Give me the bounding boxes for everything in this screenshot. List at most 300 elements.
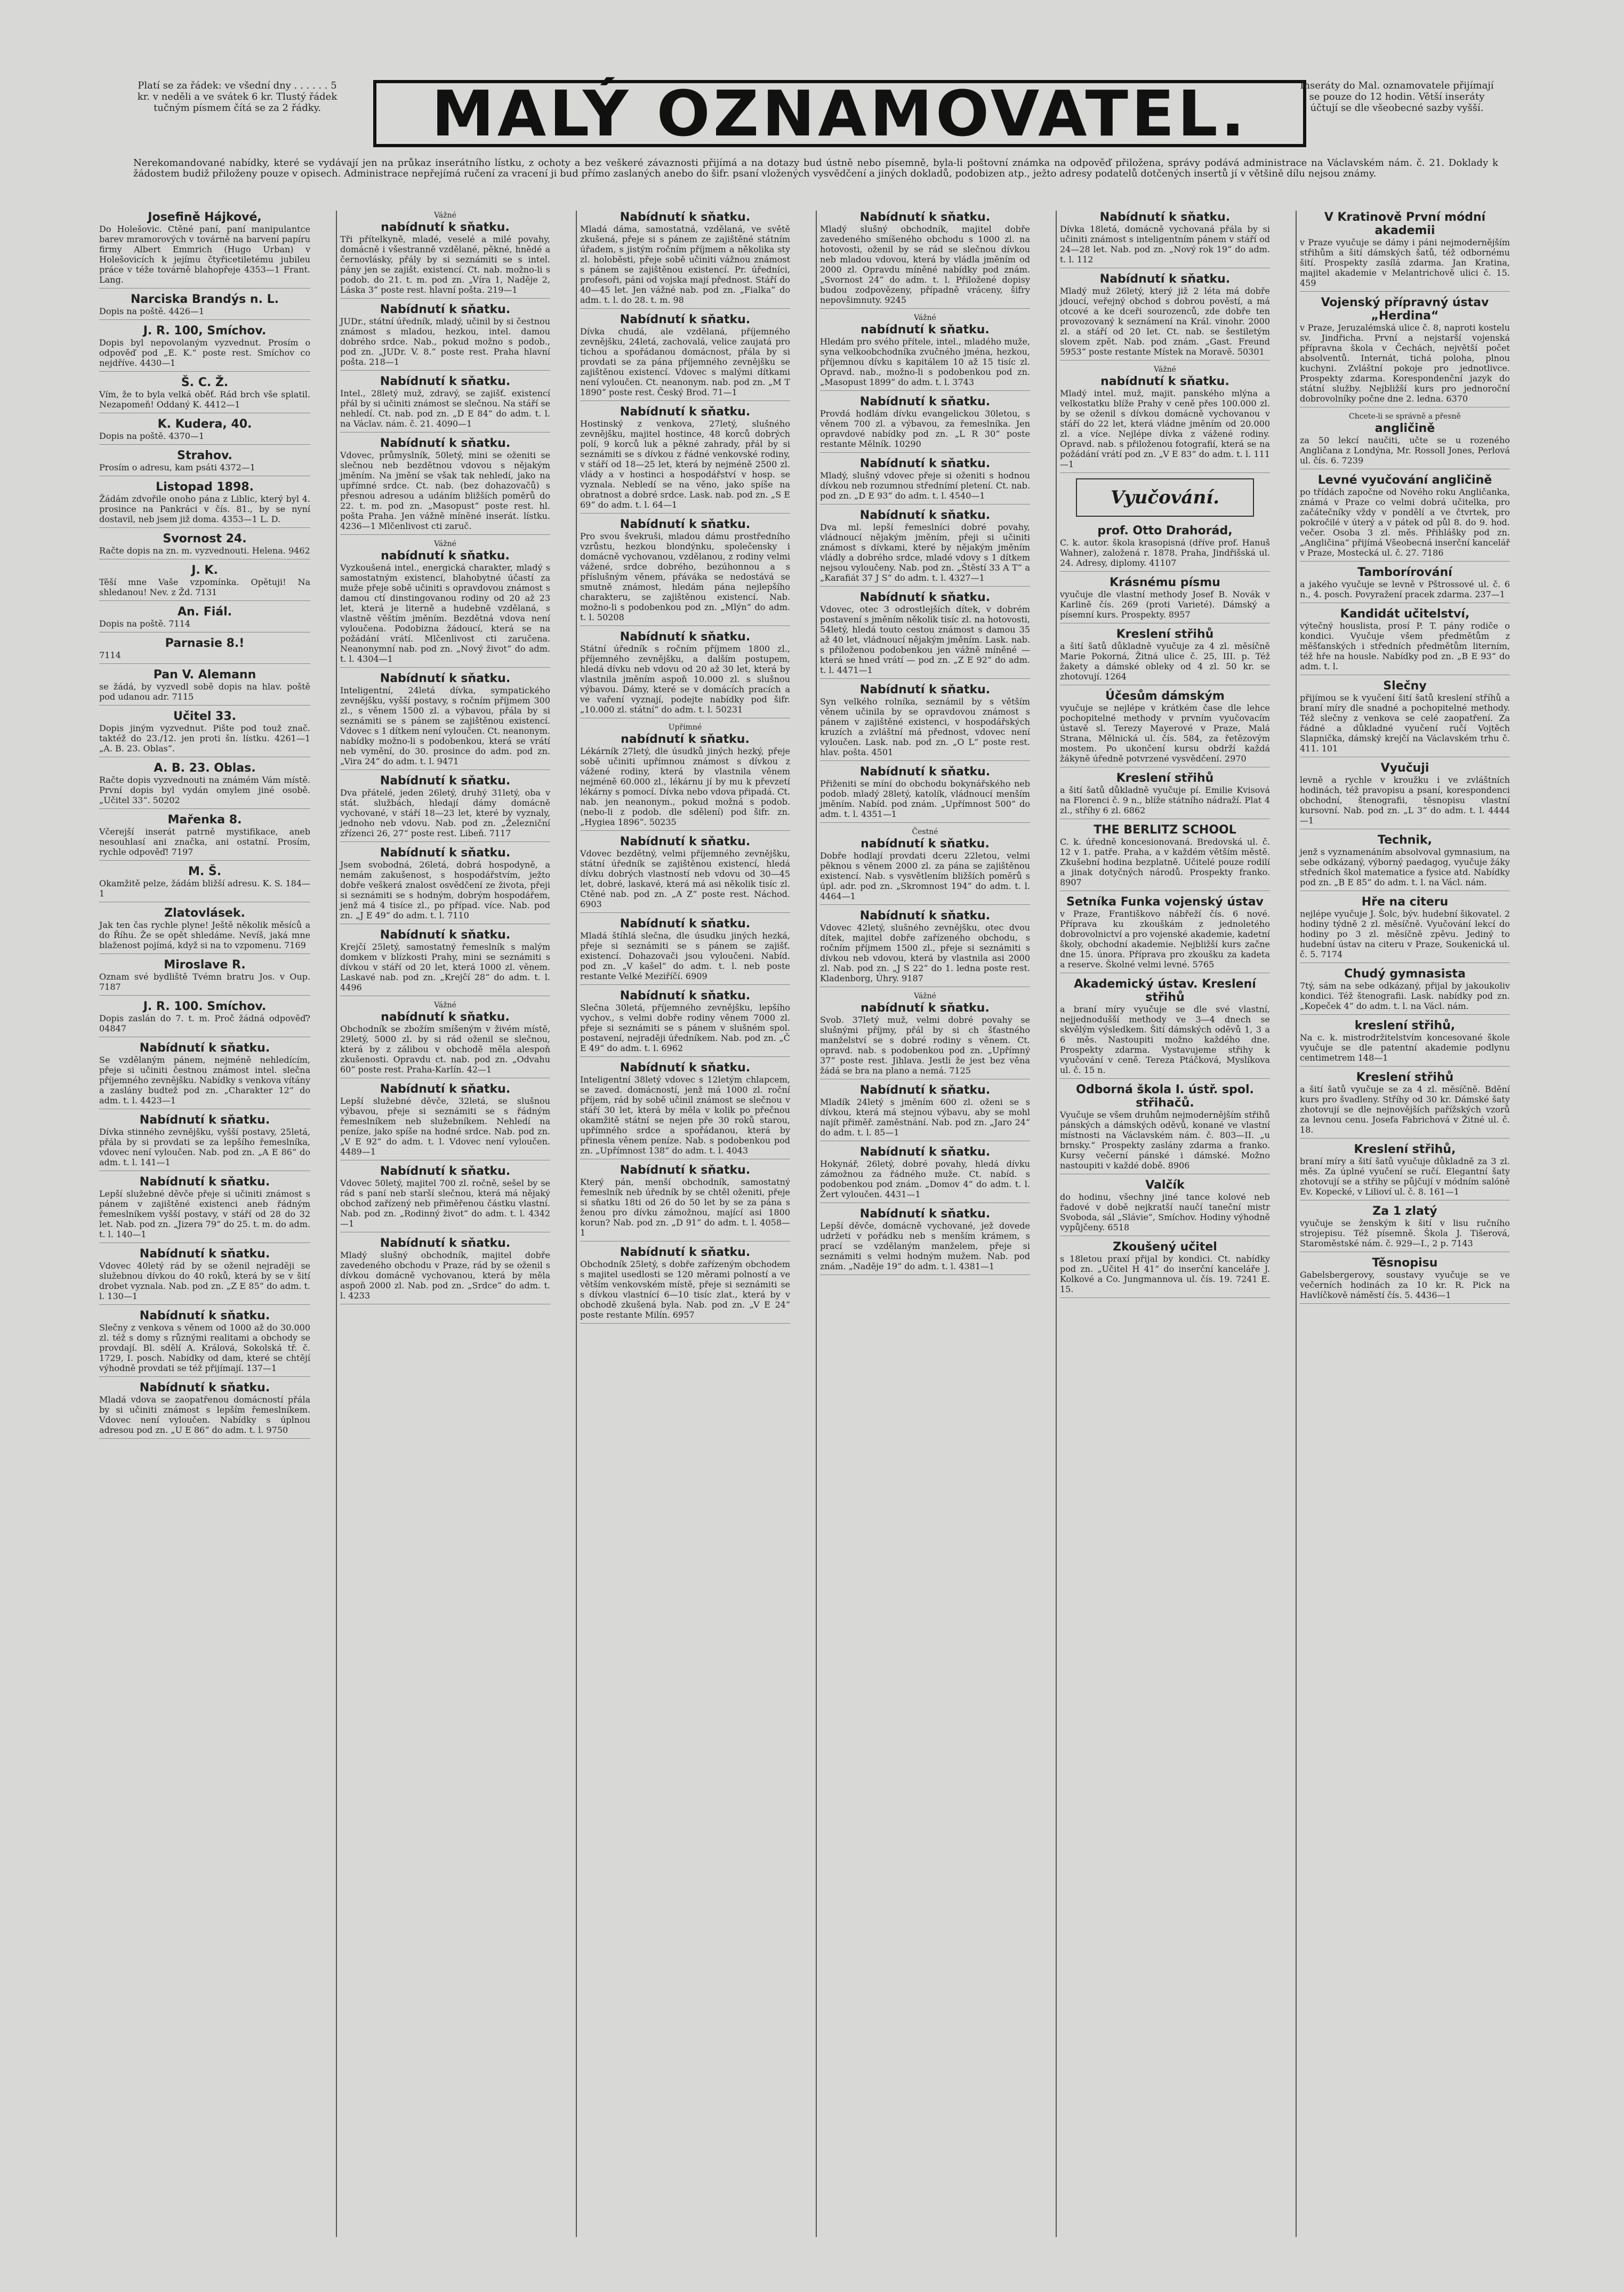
classified-ad (99, 449, 310, 476)
classified-ad (1300, 895, 1510, 963)
ad-body: do hodinu, všechny jiné tance kolové neb řadové v době nejkratší naučí taneční mistr Svoboda, sál „Slávie“, Smíchov. Hodiny výhodně vypůjčeny. 6518 (1060, 1192, 1270, 1232)
pricing-box: Platí se za řádek: ve všední dny . . . . . . 5 kr. v neděli a ve svátek 6 kr. Tlustý řádek tučným písmem čítá se za 2 řádky. (137, 80, 337, 114)
ad-body: Gabelsbergerovy, soustavy vyučuje se ve večerních hodinách za 10 kr. R. Pick na Havlíčkově náměstí čís. 5. 4436—1 (1300, 1270, 1510, 1300)
classified-ad (1300, 412, 1510, 469)
ad-body: a jakého vyučuje se levně v Pštrossové ul. č. 6 n., 4. posch. Povyražení pracek zdarma. 237—1 (1300, 579, 1510, 599)
ad-body: Jak ten čas rychle plyne! Ještě několik měsíců a do Říhu. Že se opět shledáme. Nevíš, jaká mne blaženost pojímá, když si na to vzpomenu. 7169 (99, 920, 310, 950)
classified-ad (820, 313, 1030, 391)
classified-ad (99, 813, 310, 861)
classified-ad (99, 293, 310, 320)
administration-notice: Nerekomandované nabídky, které se vydávají jen na průkaz inserátního lístku, z ochoty a bez veškeré závaznosti přijímá a na dotazy bud ústně nebo písemně, byla-li poštovní známka na odpověď přiložena, správy podává administrace na Václavském nám. č. 21. Doklady k žádostem budiž přiloženy pouze v opisech. Administrace nepřejímá ručení za vracení ji bud přímo zaslaných anebo do šifr. psaní vložených vysvědčení a jiných dokladů, podobizen atp., ježto adresy podatelů dotčených insertů jí v většině dílu nejsou známy. (133, 158, 1498, 179)
ad-body: a braní míry vyučuje se dle své vlastní, nejjednodušší methody ve 3—4 dnech se skvělým výsledkem. Šití dámských oděvů 1, 3 a 6 měs. Nastoupiti možno každého dne. Prospekty zdarma. Vystavujeme střihy k vyučování v ceně. Tereza Ptáčková, Myslíkova ul. č. 15 n. (1060, 1004, 1270, 1075)
ad-body: Hokynář, 26letý, dobré povahy, hledá dívku zámožnou za řádného muže. Ct. nabíd. s podobenkou pod znám. „Domov 4“ do adm. t. l. Žert vyloučen. 4431—1 (820, 1159, 1030, 1199)
classified-ad (99, 637, 310, 664)
ad-body: Dopis zaslán do 7. t. m. Proč žádná odpověď? 04847 (99, 1013, 310, 1033)
ad-heading: Nabídnutí k sňatku. (859, 1145, 991, 1159)
classified-ad (820, 991, 1030, 1079)
ad-body: C. k. úředně koncesionovaná. Bredovská ul. č. 12 v 1. patře. Praha, a v každém větším městě. Zkušební hodina bezplatně. Učitelé pouze rodilí a jinak dotyčných národů. Prospekty franko. 8907 (1060, 837, 1270, 887)
column-4 (816, 211, 1033, 2237)
ad-kicker: Vážné (434, 211, 456, 220)
ad-body: Dopis na poště. 7114 (99, 619, 190, 629)
ad-body: Těší mne Vaše vzpomínka. Opětuji! Na shledanou! Nev. z Žd. 7131 (99, 577, 310, 597)
section-title: Vyučování. (1076, 478, 1254, 517)
column-2 (336, 211, 553, 2237)
ad-heading: Účesům dámským (1105, 690, 1225, 703)
ad-body: levně a rychle v kroužku i ve zvláštních hodinách, též pravopisu a psaní, korespondenci obchodní, štenografii, těsnopisu vlastní kursovní. Nab. pod zn. „L 3“ do adm. t. l. 4444—1 (1300, 775, 1510, 826)
ad-body: Dopis jiným vyzvednut. Pište pod touž znač. taktéž do 23./12. jen proti šn. lístku. 4261—1 „A. B. 23. Oblas“. (99, 723, 310, 754)
masthead (133, 77, 1498, 154)
page-title: MALÝ OZNAMOVATEL. (373, 80, 1306, 147)
ad-heading: Levné vyučování angličině (1317, 474, 1492, 487)
ad-heading: Nabídnutí k sňatku. (380, 672, 511, 685)
ad-heading: Krásnému písmu (1110, 576, 1220, 589)
ad-body: Vdovec bezdětný, velmi příjemného zevnějšku, státní úředník se zajištěnou existencí, hledá dívku dobrých vlastností neb vdovu od 30—45 let, dobré, laskavé, která má asi několik tisíc zl. Ctěné nab. pod zn. „A Z“ poste rest. Náchod. 6903 (580, 848, 790, 909)
ad-body: 7tý, sám na sebe odkázaný, přijal by jakoukoliv kondici. Též štenografii. Lask. nabídky pod zn. „Kopeček 4“ do adm. t. l. na Václ. nám. (1300, 981, 1510, 1011)
classified-ad (1300, 607, 1510, 675)
classified-ad (1300, 296, 1510, 407)
ad-body: nejlépe vyučuje J. Šolc, býv. hudební šikovatel. 2 hodiny týdně 2 zl. měsíčně. Vyučování lekcí do hodiny po 3 zl. měsíčně zpěvu. Jediný to hudební ústav na citeru v Praze, Soukenická ul. č. 5. 7174 (1300, 909, 1510, 959)
ad-heading: nabídnutí k sňatku. (381, 549, 510, 563)
ad-heading: Josefině Hájkové, (148, 211, 262, 224)
classified-ad (340, 846, 550, 924)
classified-ad (1060, 977, 1270, 1079)
ad-body: Inteligentní, 24letá dívka, sympatického zevnějšku, vyšší postavy, s ročním příjmem 300 zl., s věnem 1500 zl. a výbavou, přála by si seznámiti se s pánem se zajištěnou existencí. Vdovec s 1 dítkem není vyloučen. Ct. neanonym. nabídky možno-li s podobenkou, která se vrátí neb vymění, do 30. prosince do adm. pod zn. „Vira 24“ do adm. t. l. 9471 (340, 685, 550, 766)
ad-body: s 18letou praxí přijal by kondici. Ct. nabídky pod zn. „Učitel H 41“ do inserční kanceláře J. Kolkové a Co. Jungmannova ul. čís. 19. 7241 E. 15. (1060, 1254, 1270, 1294)
ad-body: Dopis byl nepovolaným vyzvednut. Prosím o odpověď pod „E. K.“ poste rest. Smíchov co nejdříve. 4430—1 (99, 338, 310, 368)
ad-heading: Narciska Brandýs n. L. (131, 293, 279, 306)
ad-body: Vdovec, průmyslník, 50letý, mini se oženiti se slečnou neb bezdětnou vdovou s nějakým jměním. Na jmění se však tak nehledí, jako na upřímné srdce. Ct. nab. (bez dohazovačů) s přesnou adresou a udáním bližších poměrů do 22. t. m. pod zn. „Masopust“ poste rest. hl. pošta Praha. Jen vážně míněné inserát. lístku. 4236—1 Mlčenlivost cti zaruč. (340, 450, 550, 531)
classified-ad (1300, 762, 1510, 829)
ad-heading: Nabídnutí k sňatku. (620, 1246, 751, 1259)
ad-body: Dívka chudá, ale vzdělaná, příjemného zevnějšku, 24letá, zachovalá, velice zaujatá pro tichou a spořádanou domácnost, přála by si provdati se za pána příjemného zevnějšku se zajištěnou existencí. Vdovec s malými dítkami není vyloučen. Ct. neanonym. nab. pod zn. „M T 1890“ poste rest. Český Brod. 71—1 (580, 326, 790, 397)
ad-kicker: Čestné (912, 828, 938, 836)
classified-ad (580, 1061, 790, 1159)
ad-body: Dívka 18letá, domácně vychovaná přála by si učiniti známost s inteligentním pánem v stáří od 24—28 let. Nab. pod zn. „Nový rok 19“ do adm. t. l. 112 (1060, 224, 1270, 265)
ad-body: Mladík 24letý s jměním 600 zl. oženi se s dívkou, která má stejnou výbavu, aby se mohl najít přiměř. zaměstnání. Nab. pod zn. „Jaro 24“ do adm. t. l. 85—1 (820, 1097, 1030, 1137)
ad-kicker: Vážné (1154, 365, 1176, 374)
ad-heading: Učitel 33. (173, 710, 237, 723)
ad-heading: Zlatovlásek. (164, 907, 245, 920)
deadline-box: Inseráty do Mal. oznamovatele přijímají se pouze do 12 hodin. Větší inseráty účtují se dle všeobecné sazby vyšší. (1300, 80, 1494, 114)
classified-ad (1300, 1205, 1510, 1252)
ad-heading: Kandidát učitelství, (1340, 607, 1470, 621)
classified-ad (820, 909, 1030, 987)
ad-heading: Kreslení střihů (1356, 1071, 1454, 1084)
ad-heading: Nabídnutí k sňatku. (859, 683, 991, 696)
ad-body: Včerejší inserát patrně mystifikace, aneb nesouhlasí ani značka, ani ostatní. Prosím, rychle odpověď! 7197 (99, 827, 310, 857)
ad-heading: Nabídnutí k sňatku. (1099, 211, 1231, 224)
ad-body: Na c. k. mistrodržitelstvím koncesované škole vyučuje se dle patentní akademie podlynu centimetrem 148—1 (1300, 1032, 1510, 1063)
ad-body: po třídách započne od Nového roku Angličanka, známá v Praze co velmi dobrá učitelka, pro začátečníky vždy v pondělí a ve čtvrtek, pro pokročilé v úterý a v pátek od půl 8. do 9. hod. večer. Osoba 3 zl. měs. Přihlášky pod zn. „Angličina“ přijímá Všeobecná inserční kancelář v Praze, Mostecká ul. č. 27. 7186 (1300, 487, 1510, 558)
ad-heading: Kreslení střihů (1116, 628, 1214, 641)
ad-heading: Akademický ústav. Kreslení střihů (1074, 977, 1256, 1004)
ad-heading: Parnasie 8.! (165, 637, 245, 650)
ad-body: vyučuje se ženským k šití v lisu ručního strojepisu. Též písemně. Škola J. Tišerová, Staroměstské nám. č. 929—I., 2 p. 7143 (1300, 1218, 1510, 1248)
ad-body: Lepší děvče, domácně vychované, jež dovede udržeti v pořádku neb s menším krámem, s prací se vzdělaným manželem, přeje si seznámiti s velmi hodným mužem. Nab. pod znám. „Naděje 19“ do adm. t. l. 4381—1 (820, 1221, 1030, 1271)
classified-ad (580, 917, 790, 985)
ad-body: v Praze, Františkovo nábřeží čís. 6 nové. Příprava ku zkouškám z jednoletého dobrovolnictví a pro vojenské akademie, kadetní školy, obchodní akademie. Nejbližší kurs začne dne 15. února. Příprava pro zkoušku za kadeta a reserve. Školné velmi levné. 5765 (1060, 909, 1270, 969)
ad-heading: Nabídnutí k sňatku. (620, 989, 751, 1003)
ad-heading: J. R. 100, Smíchov. (143, 324, 267, 338)
classified-ad (820, 683, 1030, 761)
ad-body: Vdovec 50letý, majitel 700 zl. ročně, sešel by se rád s paní neb starší slečnou, která má nějaký obchod zařízený neb přiměřenou částku vlastní. Nab. pod zn. „Rodinný život“ do adm. t. l. 4342—1 (340, 1178, 550, 1229)
column-1 (96, 211, 313, 2237)
ad-heading: Mařenka 8. (167, 813, 242, 827)
classified-ad (1060, 823, 1270, 891)
ad-body: Slečna 30letá, příjemného zevnějšku, lepšího vychov., s velmi dobře rodiny věnem 7000 zl. přeje si seznámiti se s pánem v slušném spol. postavení, nejraději úředníkem. Nab. pod zn. „Č E 49“ do adm. t. l. 6962 (580, 1003, 790, 1053)
classified-ad (1300, 1143, 1510, 1200)
ad-body: v Praze vyučuje se dámy i páni nejmodernějším střihům a šití dámských šatů, též odbornému šití. Prospekty zasílá zdarma. Jan Kratina, majitel akademie v Melantrichově ulici č. 15. 459 (1300, 237, 1510, 288)
ad-heading: nabídnutí k sňatku. (861, 323, 990, 336)
ad-body: Svob. 37letý muž, velmi dobré povahy se slušnými příjmy, přál by si ch šťastného manželství se s dobré rodiny s věnem. Ct. opravd. nab. s podobenkou pod zn. „Upřímný 37“ poste rest. Jihlava. Jestli že jest bez věna žádá se bra na plano a nemá. 7125 (820, 1015, 1030, 1076)
ad-heading: Vyučuji (1380, 762, 1429, 775)
classified-ad (99, 1000, 310, 1037)
classified-ad (1060, 576, 1270, 623)
classified-ad (1300, 1019, 1510, 1067)
ad-body: Oznam své bydliště Tvémn bratru Jos. v Oup. 7187 (99, 972, 310, 992)
classified-ad (99, 710, 310, 757)
classified-ad (820, 827, 1030, 905)
classified-ad (820, 509, 1030, 587)
classified-ad (1060, 1083, 1270, 1174)
ad-body: Dobře hodlají provdati dceru 22letou, velmi pěknou s věnem 2000 zl. za pána se zajištěnou existencí. Nab. s vysvětlením bližších poměrů s úpl. adr. pod zn. „Skromnost 194“ do adm. t. l. 4464—1 (820, 851, 1030, 901)
ad-kicker: Vážné (434, 540, 456, 548)
ad-heading: Nabídnutí k sňatku. (139, 1041, 270, 1055)
classified-ad (580, 630, 790, 718)
ad-body: Dopis na poště. 4426—1 (99, 306, 205, 316)
ad-kicker: Upřímné (668, 723, 702, 732)
ad-body: Obchodník se zbožím smíšeným v živém místě, 29letý, 5000 zl. by si rád oženil se slečnou, která by z zálibou v obchodě měla alespoň zkušenosti. Opravdu ct. nab. pod zn. „Odvahu 60“ poste rest. Praha-Karlín. 42—1 (340, 1024, 550, 1075)
ad-heading: Nabídnutí k sňatku. (620, 313, 751, 326)
ad-body: Do Holešovic. Ctěné paní, paní manipulantce barev mramorových v továrně na barvení papíru firmy Albert Emmrich (Hugo Urban) v Holešovicích k jejímu čtyřicetiletému jubileu práce v téže továrně blahopřeje 4353—1 Frant. Lang. (99, 224, 310, 285)
classified-ad (340, 375, 550, 432)
column-6 (1296, 211, 1513, 2237)
ad-heading: Valčík (1145, 1179, 1185, 1192)
ad-heading: K. Kudera, 40. (157, 418, 252, 431)
ad-heading: Nabídnutí k sňatku. (620, 630, 751, 644)
ad-heading: prof. Otto Drahorád, (1097, 524, 1233, 538)
ad-body: Mladá vdova se zaopatřenou domácností přála by si učiniti známost s lepším řemeslníkem. Vdovec není vyloučen. Nabídky s úplnou adresou pod zn. „U E 86“ do adm. t. l. 9750 (99, 1395, 310, 1435)
ad-kicker: Vážné (434, 1001, 456, 1009)
classified-ad (580, 518, 790, 626)
ad-heading: Kreslení střihů, (1354, 1143, 1456, 1156)
ad-heading: Nabídnutí k sňatku. (380, 1237, 511, 1250)
ad-body: Se vzdělaným pánem, nejméně nehledícím, přeje si učiniti čestnou známost intel. slečna příjemného zevnějšku. Nabídky s venkova vítány a zaslány budtež pod zn. „Charakter 12“ do adm. t. l. 4423—1 (99, 1055, 310, 1105)
ad-heading: Strahov. (177, 449, 232, 462)
ad-body: vyučuje se nejlépe v krátkém čase dle lehce pochopitelné methody v prvním vyučovacím ústavě sl. Terezy Mayerové v Praze, Malá Strana, Mělnická ul. čís. 584, za řetězovým mostem. Po ukončení kursu obdrží každá žákyně úředně potvrzené vysvědčení. 2970 (1060, 703, 1270, 764)
classified-ad (580, 211, 790, 309)
ad-body: Račte dopis vyzvednouti na známém Vám místě. První dopis byl vydán omylem jiné osobě. „Učitel 33“. 50202 (99, 775, 310, 805)
ad-body: Vím, že to byla velká oběť. Rád brch vše splatil. Nezapomeň! Oddaný K. 4412—1 (99, 389, 310, 410)
classified-ad (1060, 772, 1270, 819)
classified-ad (99, 958, 310, 996)
classified-ad (580, 1246, 790, 1324)
ad-heading: nabídnutí k sňatku. (861, 1001, 990, 1015)
ad-body: Vdovec 40letý rád by se oženil nejraději se služebnou dívkou do 40 roků, která by se v šití drobet vyznala. Nab. pod zn. „Z E 85“ do adm. t. l. 130—1 (99, 1261, 310, 1301)
classified-ad (820, 211, 1030, 309)
ad-heading: Nabídnutí k sňatku. (139, 1175, 270, 1189)
ad-heading: Nabídnutí k sňatku. (1099, 273, 1231, 286)
ad-heading: nabídnutí k sňatku. (381, 1011, 510, 1024)
ad-heading: Vojenský přípravný ústav „Herdina“ (1321, 296, 1489, 323)
ad-kicker: Chcete-li se správně a přesně (1349, 412, 1461, 421)
ad-body: a šití šatů důkladně vyučuje za 4 zl. měsíčně Marie Pokorná, Žitná ulice č. 25, III. p. Též žakety a dámské obleky od 4 zl. 50 kr. se zhotovují. 1264 (1060, 641, 1270, 682)
ad-kicker: Vážné (914, 314, 936, 322)
ad-body: Inteligentní 38letý vdovec s 12letým chlapcem, se zaved. domácností, jenž má 1000 zl. roční příjem, rád by sobě učinil známost se slečnou v stáří 30 let, která by měla v kolik po přečnou okamžitě státní se nejen pře 30 roků starou, upřímného srdce a spořádanou, která by přinesla věnem peníze. Nab. s podobenkou pod zn. „Upřímnost 138“ do adm. t. l. 4043 (580, 1075, 790, 1156)
ad-heading: Slečny (1383, 679, 1427, 693)
ad-body: Vyučuje se všem druhům nejmodernějším střihů pánských a dámských oděvů, konané ve vlastní místnosti na Václavském nám. č. 803—II. „u brnsky.“ Prospekty zaslány zdarma a franko. Kursy večerní pánské i dámské. Možno nastoupiti v každé době. 8906 (1060, 1110, 1270, 1171)
ad-body: za 50 lekcí naučiti, učte se u rozeného Angličana z Londýna, Mr. Rossoll Jones, Perlová ul. čís. 6. 7239 (1300, 435, 1510, 466)
ad-heading: nabídnutí k sňatku. (1100, 375, 1229, 388)
classified-ad (340, 539, 550, 668)
ad-body: Krejčí 25letý, samostatný řemeslník s malým domkem v blízkosti Prahy, mini se seznámiti s dívkou v stáří od 20 let, která 1000 zl. věnem. Laskavé nab. pod zn. „Krejčí 28“ do adm. t. l. 4496 (340, 942, 550, 992)
ad-heading: Nabídnutí k sňatku. (139, 1113, 270, 1127)
classified-ad (1060, 273, 1270, 360)
ad-heading: Nabídnutí k sňatku. (859, 591, 991, 604)
ad-body: Mladý slušný obchodník, majitel dobře zavedeného obchodu v Praze, rád by se oženil s dívkou domácně vychovanou, která by měla aspoň 2000 zl. Nab. pod zn. „Srdce“ do adm. t. l. 4233 (340, 1250, 550, 1301)
ad-heading: Nabídnutí k sňatku. (139, 1309, 270, 1323)
ad-heading: V Kratinově První módní akademii (1324, 211, 1486, 237)
ad-body: se žádá, by vyzvedl sobě dopis na hlav. poště pod udanou adr. 7115 (99, 682, 310, 702)
classified-ad (99, 605, 310, 632)
ad-heading: Nabídnutí k sňatku. (380, 1165, 511, 1178)
classified-ad (1060, 211, 1270, 268)
classified-ad (580, 835, 790, 913)
ad-heading: Nabídnutí k sňatku. (859, 909, 991, 923)
ad-body: Žádám zdvořile onoho pána z Liblic, který byl 4. prosince na Pankráci v čís. 81., by se nyní dostavil, neb jsem již doma. 4353—1 L. D. (99, 494, 310, 524)
classified-ad (820, 765, 1030, 823)
ad-heading: Nabídnutí k sňatku. (139, 1247, 270, 1261)
ad-heading: A. B. 23. Oblas. (154, 762, 256, 775)
classified-ad (820, 591, 1030, 679)
ad-body: Mladá dáma, samostatná, vzdělaná, ve světě zkušená, přeje si s pánem ze zajištěné státním úřadem, s jistým ročním příjmem a několika sty zl. holoběsti, přeje sobě učiniti vážnou známost s pánem se zajištěnou existencí. Pr. úředníci, profesoři, páni od vojska mají přednost. Stáří do 40—45 let. Jen vážné nab. pod zn. „Fialka“ do adm. t. l. do 28. t. m. 98 (580, 224, 790, 305)
ad-heading: Nabídnutí k sňatku. (859, 395, 991, 408)
ad-body: Mladý, slušný vdovec přeje si oženiti s hodnou dívkou neb rozumnou střednímí pletení. Ct. nab. pod zn. „D E 93“ do adm. t. l. 4540—1 (820, 470, 1030, 501)
ad-body: Lepší služebné děvče, 32letá, se slušnou výbavou, přeje si seznámiti se s řádným řemeslníkem neb služebníkem. Nehledí na peníze, jako spíše na hodné srdce. Nab. pod zn. „V E 92“ do adm. t. l. Vdovec není vyloučen. 4489—1 (340, 1096, 550, 1157)
ad-body: Prosím o adresu, kam psáti 4372—1 (99, 462, 255, 472)
ad-heading: Miroslave R. (164, 958, 246, 972)
ad-body: Lékárník 27letý, dle úsudků jiných hezký, přeje sobě učiniti upřímnou známost s dívkou z vážené rodiny, která by vlastnila věnem nejméně 60.000 zl., lékárnu jí by mu k převzetí lékárny s pomocí. Dívka nebo vdova připadá. Ct. nab. jen neanonym., pokud možná s podob. (nebo-li z podob. dle sdělení) pod šifr. zn. „Hygiea 1896“. 50235 (580, 746, 790, 827)
ad-heading: Listopad 1898. (156, 480, 254, 494)
ad-body: Mladý slušný obchodník, majitel dobře zavedeného smíšeného obchodu s 1000 zl. na hotovosti, oženil by se rád se slečnou dívkou neb mladou vdovou, která by vládla jměním od 2000 zl. Opravdu míněné nabídky pod znám. „Svornost 24“ do adm. t. l. Přiložené dopisy budou zodpovězeny, případně vráceny, šifry nepovšimnuty. 9245 (820, 224, 1030, 305)
classified-ad (99, 324, 310, 372)
ad-heading: Chudý gymnasista (1344, 967, 1466, 981)
classified-ad (1060, 690, 1270, 767)
classified-ad (820, 1084, 1030, 1141)
ad-heading: Hře na citeru (1361, 895, 1449, 909)
classified-ad (580, 989, 790, 1057)
ad-body: Mladý muž 26letý, který již 2 léta má dobře jdoucí, veřejný obchod s dobrou pověstí, a má otcové a ke dceři sourozenců, zde dobře ten provozovaný k seznámení na Král. vinohr. 2000 zl. a stáří od 20 let. Ct. nab. se šestiletým slovem zpět. Nab. pod znám. „Gast. Freund 5953“ poste restante Místek na Moravě. 50301 (1060, 286, 1270, 357)
classified-ad (1060, 365, 1270, 473)
classified-ad (340, 1237, 550, 1304)
ad-heading: Nabídnutí k sňatku. (859, 765, 991, 779)
ad-body: Syn velkého rolníka, seznámil by s větším věnem učinila by se opravdovou známost s pánem v zajištěné existenci, v hospodářských kruzích a zvláštní má přednost, vdovec není vyloučen. Lask. nab. pod zn. „O L“ poste rest. hlav. pošta. 4501 (820, 696, 1030, 757)
ad-heading: Nabídnutí k sňatku. (380, 437, 511, 450)
ad-heading: J. R. 100. Smíchov. (143, 1000, 267, 1013)
ad-body: vyučuje dle vlastní methody Josef B. Novák v Karlině čís. 269 (proti Varieté). Dámský a písemní kurs. Prospekty. 8957 (1060, 589, 1270, 620)
classified-ad (99, 376, 310, 413)
ad-heading: nabídnutí k sňatku. (381, 221, 510, 234)
ad-heading: Nabídnutí k sňatku. (859, 1207, 991, 1221)
ad-columns (96, 211, 1535, 2237)
ad-body: Dva ml. lepší řemeslníci dobré povahy, vládnoucí nějakým jměním, přeji si učiniti známost s dívkami, které by nějakým jměním vládly a dobrého srdce, mladé vdovy s 1 dítkem nejsou vyloučeny. Nab. pod zn. „Štěstí 33 A T“ a „Karafiát 37 J S“ do adm. t. l. 4327—1 (820, 522, 1030, 583)
ad-heading: Pan V. Alemann (153, 668, 256, 682)
classified-ad (340, 211, 550, 299)
ad-heading: Nabídnutí k sňatku. (620, 405, 751, 419)
classified-ad (580, 723, 790, 831)
classified-ad (820, 1145, 1030, 1203)
classified-ad (99, 532, 310, 559)
ad-heading: Setníka Funka vojenský ústav (1066, 895, 1264, 909)
ad-body: Mladý intel. muž, majit. panského mlýna a velkostatku blíže Prahy v ceně přes 100.000 zl. by se oženil s dívkou domácně vychovanou v stáří do 22 let, která vládne jměním od 20.000 zl. a více. Nejlépe dívka z vážené rodiny. Opravd. nab. s přiloženou fotografií, která se na požádání vrátí pod zn. „V E 83“ do adm. t. l. 111—1 (1060, 388, 1270, 469)
ad-body: Který pán, menší obchodník, samostatný řemeslník neb úředník by se chtěl oženiti, přeje si sňatku 18ti od 26 do 50 let by se za pána s ženou pro dívku zámožnou, mající asi 1800 korun? Nab. pod zn. „D 91“ do adm. t. l. 4058—1 (580, 1177, 790, 1238)
classified-ad (1060, 524, 1270, 572)
classified-ad (340, 437, 550, 535)
ad-heading: Nabídnutí k sňatku. (620, 917, 751, 931)
ad-body: Slečny z venkova s věnem od 1000 až do 30.000 zl. též s domy s různými realitami a obchody se provdají. Bl. sdělí A. Králová, Sokolská tř. č. 1729, I. posch. Nabídky od dam, které se chtějí výhodně provdati se též přijímají. 137—1 (99, 1323, 310, 1373)
ad-body: Dva přátelé, jeden 26letý, druhý 31letý, oba v stát. službách, hledají dámy domácně vychované, v stáří 18—23 let, které by vyznaly, jednoho neb vdovu. Nab. pod zn. „Železniční zřízenci 26, 27“ poste rest. Libeň. 7117 (340, 788, 550, 838)
ad-body: Vyzkoušená intel., energická charakter, mladý s samostatným existencí, blahobytné účastí za muže přeje sobě učiniti s opravdovou známost s damou ctí dinstingovanou rodiny od 20 až 23 let, která je literně a hudebně vzdělaná, s vlastně věštím jměním. Bezdětná vdova není vyloučena. Podobizna žádoucí, která se na požádání vrátí. Mlčenlivost cti zaručena. Neanonymní nab. pod zn. „Nový život“ do adm. t. l. 4304—1 (340, 563, 550, 664)
ad-heading: Za 1 zlatý (1372, 1205, 1437, 1218)
classified-ad (1300, 566, 1510, 603)
ad-heading: Nabídnutí k sňatku. (380, 774, 511, 788)
classified-ad (1300, 679, 1510, 757)
classified-ad (99, 668, 310, 706)
classified-ad (1300, 1256, 1510, 1304)
ad-heading: Nabídnutí k sňatku. (380, 1083, 511, 1096)
classified-ad (99, 564, 310, 601)
ad-heading: Nabídnutí k sňatku. (859, 211, 991, 224)
ad-heading: Těsnopisu (1372, 1256, 1438, 1270)
classified-ad (580, 405, 790, 514)
classified-ad (99, 1309, 310, 1377)
classified-ad (580, 1164, 790, 1241)
ad-body: 7114 (99, 650, 121, 660)
classified-ad (820, 395, 1030, 453)
classified-ad (1060, 628, 1270, 685)
classified-ad (340, 1083, 550, 1160)
ad-heading: THE BERLITZ SCHOOL (1094, 823, 1236, 837)
classified-ad (1300, 834, 1510, 891)
ad-heading: Technik, (1378, 834, 1432, 847)
ad-heading: An. Fiál. (177, 605, 232, 619)
classified-ad (99, 907, 310, 954)
ad-body: Obchodník 25letý, s dobře zařízeným obchodem s majitel usedlosti se 120 měrami polností a ve větším venkovském místě, přeje si seznámiti se s dívkou vlastnící 6—10 tisíc zlat., která by v obchodě zkušená byla. Nab. pod zn. „V E 24“ poste restante Milín. 6957 (580, 1259, 790, 1320)
ad-body: v Praze, Jeruzalémská ulice č. 8, naproti kostelu sv. Jindřicha. První a nejstarší vojenská přípravna škola v Čechách, největší počet absolventů. Internát, tichá poloha, plnou kuchyni. Zvláštní pokoje pro jednotlivce. Prospekty zdarma. Korespondenční jazyk do státní služby. Nejbližší kurs pro jednoroční dobrovolníky počne dne 2. ledna. 6370 (1300, 323, 1510, 404)
classified-ad (340, 672, 550, 770)
column-5 (1056, 211, 1273, 2237)
ad-body: Přiženiti se míní do obchodu bokynářského neb podob. mladý 28letý, katolík, vládnoucí menším jměním. Nabíd. pod znám. „Upřímnost 500“ do adm. t. l. 4351—1 (820, 779, 1030, 819)
ad-heading: Nabídnutí k sňatku. (620, 518, 751, 531)
ad-heading: Nabídnutí k sňatku. (380, 846, 511, 860)
classified-ad (1300, 474, 1510, 562)
ad-heading: Zkoušený učitel (1113, 1240, 1217, 1254)
ad-body: Hledám pro svého přítele, intel., mladého muže, syna velkoobchodníka zvučného jména, hezkou, příjemnou dívku s kapitálem 10 až 15 tisíc zl. Opravd. nab., možno-li s podobenkou pod zn. „Masopust 1899“ do adm. t. l. 3743 (820, 336, 1030, 387)
ad-heading: Š. C. Ž. (181, 376, 229, 389)
ad-heading: Tamborírování (1357, 566, 1452, 579)
ad-body: a šití šatů vyučuje se za 4 zl. měsíčně. Bdění kurs pro švadleny. Stříhy od 30 kr. Dámské šaty zhotovují se dle nejnovějších pařížských vzorů za levnou cenu. Josefa Fabrichová v Žitné ul. č. 18. (1300, 1084, 1510, 1135)
classified-ad (99, 865, 310, 902)
ad-body: Račte dopis na zn. m. vyzvednouti. Helena. 9462 (99, 546, 310, 556)
ad-body: C. k. autor. škola krasopisná (dříve prof. Hanuš Wahner), založená r. 1878. Praha, Jindřišská ul. 24. Adresy, diplomy. 41107 (1060, 538, 1270, 568)
classified-ad (1060, 1240, 1270, 1298)
ad-heading: nabídnutí k sňatku. (621, 733, 750, 746)
classified-ad (1060, 895, 1270, 973)
ad-heading: nabídnutí k sňatku. (861, 837, 990, 851)
ad-body: Intel., 28letý muž, zdravý, se zajišť. existencí přál by si učiniti známost se slečnou. Na stáří se nehledí. Ct. nab. pod zn. „D E 84“ do adm. t. l. na Václav. nám. č. 21. 4090—1 (340, 388, 550, 429)
ad-body: Lepší služebné děvče přeje si učiniti známost s pánem v zajištěné existenci aneb řádným řemeslníkem vyšší postavy, v stáří od 28 do 32 let. Nab. pod zn. „Jizera 79“ do 25. t. m. do adm. t. l. 140—1 (99, 1189, 310, 1239)
classified-ad (820, 1207, 1030, 1275)
classified-ad (99, 1247, 310, 1305)
ad-heading: M. Š. (188, 865, 222, 878)
classified-ad (99, 480, 310, 528)
classified-ad (340, 303, 550, 371)
ad-body: výtečný houslista, prosí P. T. pány rodiče o kondici. Vyučuje všem předmětům z měšťanských i středních předmětům literním, též hře na housle. Nabídky pod zn. „B E 93“ do adm. t. l. (1300, 621, 1510, 671)
classified-ad (99, 1113, 310, 1171)
ad-heading: Nabídnutí k sňatku. (859, 509, 991, 522)
classified-ad (580, 313, 790, 401)
ad-heading: Nabídnutí k sňatku. (620, 1061, 751, 1075)
ad-body: Provdá hodlám dívku evangelickou 30letou, s věnem 700 zl. a výbavou, za řemeslníka. Jen opravdové nabídky pod zn. „L R 30“ poste restante Mělník. 10290 (820, 408, 1030, 449)
classified-ad (99, 762, 310, 809)
ad-heading: Nabídnutí k sňatku. (620, 211, 751, 224)
classified-ad (1060, 1179, 1270, 1236)
ad-body: Hostinský z venkova, 27letý, slušného zevnějšku, majitel hostince, 48 korců dobrých polí, 9 korců luk a pěkné zahrady, přál by si seznámiti se s dívkou z řádné venkovské rodiny, v stáří od 18—25 let, která by nejméně 2500 zl. vlády a v hostinci a hospodářství v hosp. se vyznala. Nebledí se na věno, jako spíše na obratnost a dobré srdce. Lask. nab. pod zn. „S E 69“ do adm. t. l. 64—1 (580, 419, 790, 510)
ad-body: braní míry a šití šatů vyučuje důkladně za 3 zl. měs. Za úplné vyučení se ručí. Elegantní šaty zhotovují se a střihy se půjčují v módním salóně Ev. Kopecké, v Lilioví ul. č. 8. 161—1 (1300, 1156, 1510, 1197)
classified-ad (340, 928, 550, 996)
ad-heading: Nabídnutí k sňatku. (620, 835, 751, 848)
ad-body: Dívka stinného zevnějšku, vyšší postavy, 25letá, přála by si provdati se za lepšího řemeslníka, vdovec není vyloučen. Nab. pod zn. „A E 86“ do adm. t. l. 141—1 (99, 1127, 310, 1167)
ad-heading: Kreslení střihů (1116, 772, 1214, 785)
ad-heading: Nabídnutí k sňatku. (859, 1084, 991, 1097)
classified-ad (820, 457, 1030, 504)
ad-body: Tři přítelkyně, mladé, veselé a milé povahy, domácně i všestranně vzdělané, pěkné, hnědé a černovlásky, přály by si seznámiti se s intel. pány jen se zajišt. existencí. Ct. nab. možno-li s podob. do 21. t. m. pod zn. „Víra 1, Naděje 2, Láska 3“ poste rest. hlavní pošta. 219—1 (340, 234, 550, 295)
ad-body: Vdovec, otec 3 odrostlejších dítek, v dobrém postavení s jměním několik tisíc zl. na hotovosti, 54letý, hledá touto cestou známost s damou 35 až 40 let, vládnoucí nějakým jměním. Lask. nab. s přiloženou podobenkou jen vážně míněné — která se hned vrátí — pod zn. „Z E 92“ do adm. t. l. 4471—1 (820, 604, 1030, 675)
ad-heading: Nabídnutí k sňatku. (380, 375, 511, 388)
ad-body: jenž s vyznamenáním absolvoval gymnasium, na sebe odkázaný, výborný paedagog, vyučuje žáky středních škol matematice a fysice atd. Nabídky pod zn. „B E 85“ do adm. t. l. na Václ. nám. (1300, 847, 1510, 887)
ad-heading: Nabídnutí k sňatku. (139, 1381, 270, 1395)
ad-body: Okamžitě pelze, žádám bližší adresu. K. S. 184—1 (99, 878, 310, 899)
ad-body: Pro svou švekruši, mladou dámu prostředního vzrůstu, hezkou blondýnku, společensky i domácně vychovanou, vzdělanou, z rodiny velmi vážené, srdce dobrého, bezúhonnou a s příslušným věnem, přáváka se nedostává se smutně známost, hledám pána nejlepšího charakteru, se zajištěnou existencí. Nab. možno-li s podobenkou pod zn. „Mlýn“ do adm. t. l. 50208 (580, 531, 790, 622)
ad-body: Vdovec 42letý, slušného zevnějšku, otec dvou dítek, majitel dobře zařízeného obchodu, s ročním příjmem 1500 zl., přeje si seznámiti s dívkou neb vdovou, která by vlastnila asi 2000 zl. Nab. pod zn. „J S 22“ do 1. ledna poste rest. Kladenborg, Úhry. 9187 (820, 923, 1030, 983)
ad-body: Mladá štíhlá slečna, dle úsudku jiných hezká, přeje si seznámiti se s pánem se zajišť. existencí. Dohazovači jsou vyloučeni. Nabíd. pod zn. „V kašel“ do adm. t. l. neb poste restante Velké Meziříčí. 6909 (580, 931, 790, 981)
classified-ad (340, 774, 550, 842)
classified-ad (99, 211, 310, 288)
ad-heading: J. K. (191, 564, 218, 577)
classified-ad (1300, 211, 1510, 292)
classified-ad (99, 1041, 310, 1109)
ad-heading: Nabídnutí k sňatku. (620, 1164, 751, 1177)
ad-body: přijímou se k vyučení šití šatů kreslení stříhů a braní míry dle snadné a pochopitelné methody. Též slečny z venkova se celé zaopatření. Za řádné a důkladné vyučení ručí Vojtěch Slapnička, dámský krejčí na Václavském trhu č. 411. 101 (1300, 693, 1510, 754)
classified-ad (340, 1165, 550, 1232)
ad-heading: Nabídnutí k sňatku. (380, 928, 511, 942)
ad-kicker: Vážné (914, 992, 936, 1000)
ad-body: JUDr., státní úředník, mladý, učinil by si čestnou známost s mladou, hezkou, intel. damou dobrého srdce. Nab., pokud možno s podob., pod zn. „JUDr. V. 8.“ poste rest. Praha hlavní pošta. 218—1 (340, 316, 550, 367)
ad-heading: angličině (1374, 422, 1435, 435)
classified-ad (1300, 1071, 1510, 1139)
classified-ad (99, 418, 310, 445)
classified-ad (1300, 967, 1510, 1015)
ad-heading: Nabídnutí k sňatku. (859, 457, 991, 470)
column-3 (576, 211, 793, 2237)
classified-ad (340, 1000, 550, 1078)
classified-ad (99, 1381, 310, 1439)
ad-body: Státní úředník s ročním příjmem 1800 zl., příjemného zevnějšku, a dalším postupem, hledá dívku neb vdovu od 20 až 30 let, která by vlastnila jměním aspoň 10.000 zl. s slušnou výbavou. Dámy, které se v domácích pracích a ve vaření vyznají, podejte nabídky pod šifr. „10.000 zl. státní“ do adm. t. l. 50231 (580, 644, 790, 715)
ad-body: Jsem svobodná, 26letá, dobrá hospodyně, a nemám zakušenost, s hospodářstvím, ježto dobře veškerá znalost osvědčení ze života, přeji si seznámiti se s hodným, dobrým hospodářem, jenž má 4 tisíce zl., po případ. více. Nab. pod zn. „J E 49“ do adm. t. l. 7110 (340, 860, 550, 920)
ad-heading: kreslení střihů, (1354, 1019, 1456, 1032)
classified-ad (99, 1175, 310, 1243)
ad-heading: Svornost 24. (163, 532, 247, 546)
